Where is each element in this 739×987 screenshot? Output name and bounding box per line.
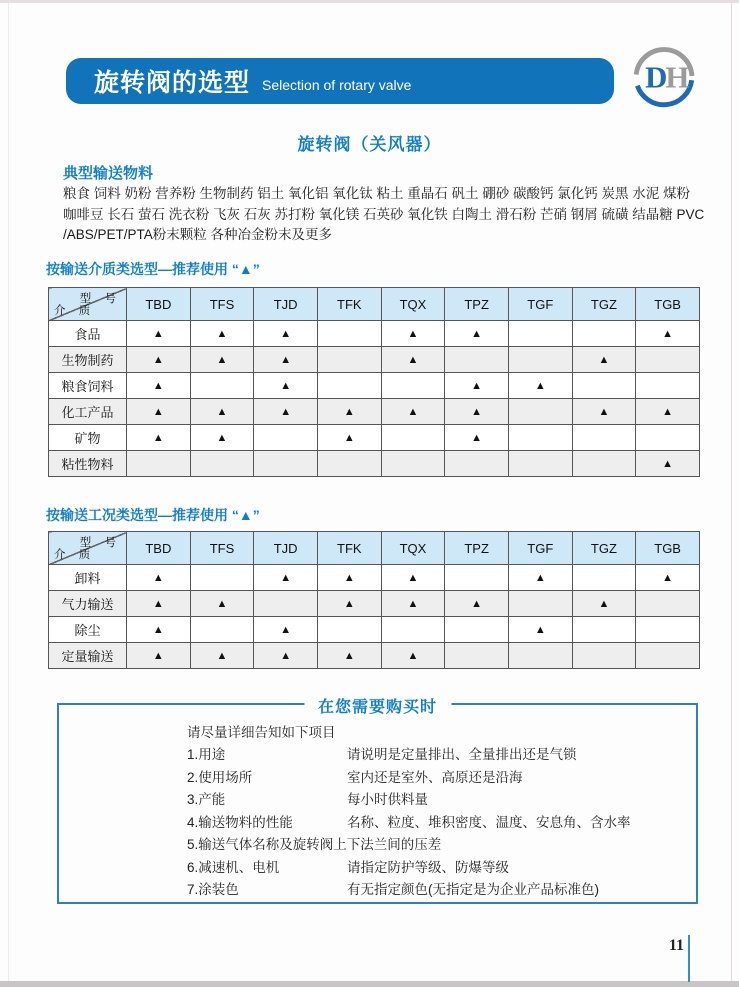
model-column-header: TGZ: [572, 288, 636, 321]
empty-cell: [254, 451, 318, 477]
purchase-item-label: 4.输送物料的性能: [187, 814, 293, 830]
empty-cell: [508, 451, 572, 477]
model-column-header: TBD: [127, 288, 191, 321]
empty-cell: [381, 451, 445, 477]
empty-cell: [572, 321, 636, 347]
model-column-header: TGB: [636, 288, 700, 321]
purchase-item-label: 6.减速机、电机: [187, 859, 280, 875]
medium-row-label: 粘性物料: [49, 451, 127, 477]
empty-cell: [572, 425, 636, 451]
recommended-mark-cell: ▲: [636, 399, 700, 425]
recommended-mark-cell: ▲: [127, 321, 191, 347]
materials-list: 粮食 饲料 奶粉 营养粉 生物制药 铝土 氧化铝 氧化钛 粘土 重晶石 矾土 硼砂 碳酸钙 氯化钙 炭黑 水泥 煤粉 咖啡豆 长石 萤石 洗衣粉 飞灰 石灰 苏打粉 氧化镁 石英砂 氧化铁 白陶土 滑石粉 芒硝 钢屑 硫磺 结晶糖 PVC /ABS/PET/PTA粉末颗粒 各种冶金粉末及更多: [63, 186, 705, 242]
empty-cell: [254, 425, 318, 451]
purchase-item: [187, 767, 686, 790]
model-column-header: TFK: [317, 288, 381, 321]
empty-cell: [508, 425, 572, 451]
purchase-item-desc: 每小时供料量: [347, 792, 428, 807]
corner-label-model: 型 号: [79, 537, 121, 549]
empty-cell: [254, 591, 318, 617]
empty-cell: [636, 643, 700, 669]
recommended-mark-cell: ▲: [508, 373, 572, 399]
recommended-mark-cell: ▲: [254, 565, 318, 591]
recommended-mark-cell: ▲: [572, 347, 636, 373]
model-column-header: TQX: [381, 532, 445, 565]
recommended-mark-cell: ▲: [317, 643, 381, 669]
purchase-item-desc: 名称、粒度、堆积密度、温度、安息角、含水率: [347, 814, 631, 830]
medium-row-label: 粮食饲料: [49, 373, 127, 399]
recommended-mark-cell: ▲: [190, 321, 254, 347]
empty-cell: [445, 347, 509, 373]
page-top-edge: [0, 0, 739, 3]
recommended-mark-cell: ▲: [127, 425, 191, 451]
empty-cell: [190, 373, 254, 399]
empty-cell: [317, 347, 381, 373]
recommended-mark-cell: ▲: [636, 321, 700, 347]
table-row: [49, 451, 700, 477]
purchase-item-desc: 有无指定颜色(无指定是为企业产品标准色): [347, 882, 599, 897]
table-row: [49, 591, 700, 617]
purchase-box-title: 在您需要购买时: [304, 694, 451, 717]
medium-row-label: 定量输送: [49, 643, 127, 669]
table-row: [49, 643, 700, 669]
recommended-mark-cell: ▲: [127, 399, 191, 425]
recommended-mark-cell: ▲: [254, 617, 318, 643]
empty-cell: [317, 321, 381, 347]
purchase-item-desc: 室内还是室外、高原还是沿海: [347, 769, 523, 785]
table-row: [49, 373, 700, 399]
purchase-item-label: 5.输送气体名称及旋转阀上下法兰间的压差: [187, 837, 442, 852]
recommended-mark-cell: ▲: [127, 591, 191, 617]
section-title: 旋转阀（关风器）: [297, 135, 442, 154]
recommended-mark-cell: ▲: [254, 373, 318, 399]
model-column-header: TFK: [317, 532, 381, 565]
table-row: [49, 565, 700, 591]
empty-cell: [190, 451, 254, 477]
logo-letter-d: D: [645, 60, 668, 95]
materials-heading: 典型输送物料: [63, 165, 154, 182]
empty-cell: [572, 565, 636, 591]
recommended-mark-cell: ▲: [508, 617, 572, 643]
empty-cell: [572, 451, 636, 477]
condition-selection-table: [48, 531, 700, 669]
purchase-item: [187, 744, 686, 767]
recommended-mark-cell: ▲: [190, 643, 254, 669]
media-selection-table: [48, 287, 700, 477]
page-number: 11: [668, 937, 684, 954]
empty-cell: [445, 565, 509, 591]
empty-cell: [508, 591, 572, 617]
recommended-mark-cell: ▲: [127, 617, 191, 643]
page-title-en: Selection of rotary valve: [262, 77, 412, 93]
table-header-row: [49, 532, 700, 565]
model-column-header: TFS: [190, 288, 254, 321]
medium-row-label: 除尘: [49, 617, 127, 643]
page-title-zh: 旋转阀的选型: [94, 69, 251, 97]
corner-label-model: 型 号: [79, 293, 121, 305]
empty-cell: [636, 591, 700, 617]
empty-cell: [445, 451, 509, 477]
purchase-item: [187, 789, 686, 812]
table-row: [49, 425, 700, 451]
recommended-mark-cell: ▲: [636, 451, 700, 477]
recommended-mark-cell: ▲: [381, 347, 445, 373]
purchase-item: [187, 812, 686, 835]
purchase-item-desc: 请说明是定量排出、全量排出还是气锁: [347, 747, 577, 762]
logo-letter-h: H: [665, 60, 690, 95]
empty-cell: [572, 617, 636, 643]
purchase-intro: 请尽量详细告知如下项目: [187, 725, 336, 740]
page-number-rule: [688, 935, 690, 982]
recommended-mark-cell: ▲: [190, 425, 254, 451]
empty-cell: [508, 321, 572, 347]
model-column-header: TQX: [381, 288, 445, 321]
recommended-mark-cell: ▲: [445, 425, 509, 451]
empty-cell: [445, 643, 509, 669]
empty-cell: [317, 617, 381, 643]
table-row: [49, 321, 700, 347]
recommended-mark-cell: ▲: [572, 399, 636, 425]
purchase-item-desc: 请指定防护等级、防爆等级: [347, 859, 509, 875]
empty-cell: [636, 617, 700, 643]
recommended-mark-cell: ▲: [381, 565, 445, 591]
recommended-mark-cell: ▲: [127, 643, 191, 669]
recommended-mark-cell: ▲: [254, 321, 318, 347]
recommended-mark-cell: ▲: [445, 591, 509, 617]
corner-label-medium: 介 质: [54, 549, 96, 561]
table-header-row: [49, 288, 700, 321]
model-column-header: TFS: [190, 532, 254, 565]
recommended-mark-cell: ▲: [381, 643, 445, 669]
empty-cell: [508, 399, 572, 425]
empty-cell: [636, 347, 700, 373]
purchase-item: [187, 834, 686, 857]
dh-logo-icon: [629, 44, 699, 110]
recommended-mark-cell: ▲: [445, 321, 509, 347]
recommended-mark-cell: ▲: [190, 347, 254, 373]
table2-heading: 按输送工况类选型—推荐使用 “▲”: [46, 507, 260, 523]
empty-cell: [190, 617, 254, 643]
header-bar: [66, 58, 614, 104]
recommended-mark-cell: ▲: [127, 565, 191, 591]
purchase-item-label: 3.产能: [187, 792, 226, 807]
recommended-mark-cell: ▲: [445, 399, 509, 425]
purchase-item-label: 1.用途: [187, 747, 226, 762]
table1-heading: 按输送介质类选型—推荐使用 “▲”: [46, 261, 260, 277]
model-column-header: TPZ: [445, 288, 509, 321]
empty-cell: [445, 617, 509, 643]
recommended-mark-cell: ▲: [127, 373, 191, 399]
empty-cell: [190, 565, 254, 591]
medium-row-label: 矿物: [49, 425, 127, 451]
recommended-mark-cell: ▲: [572, 591, 636, 617]
recommended-mark-cell: ▲: [190, 399, 254, 425]
empty-cell: [381, 425, 445, 451]
empty-cell: [508, 347, 572, 373]
medium-row-label: 食品: [49, 321, 127, 347]
empty-cell: [317, 373, 381, 399]
purchase-item: [187, 879, 686, 902]
empty-cell: [381, 617, 445, 643]
purchase-box-body: [59, 705, 696, 902]
model-column-header: TGF: [508, 532, 572, 565]
recommended-mark-cell: ▲: [127, 347, 191, 373]
recommended-mark-cell: ▲: [254, 643, 318, 669]
medium-row-label: 生物制药: [49, 347, 127, 373]
recommended-mark-cell: ▲: [317, 565, 381, 591]
medium-row-label: 化工产品: [49, 399, 127, 425]
recommended-mark-cell: ▲: [317, 591, 381, 617]
model-column-header: TGF: [508, 288, 572, 321]
purchase-item-label: 2.使用场所: [187, 769, 253, 785]
recommended-mark-cell: ▲: [381, 399, 445, 425]
recommended-mark-cell: ▲: [445, 373, 509, 399]
model-column-header: TJD: [254, 532, 318, 565]
medium-row-label: 卸料: [49, 565, 127, 591]
empty-cell: [317, 451, 381, 477]
corner-label-medium: 介 质: [54, 305, 96, 317]
table-row: [49, 347, 700, 373]
medium-row-label: 气力输送: [49, 591, 127, 617]
recommended-mark-cell: ▲: [254, 347, 318, 373]
purchase-item-label: 7.涂装色: [187, 882, 239, 897]
table-row: [49, 617, 700, 643]
empty-cell: [381, 373, 445, 399]
empty-cell: [572, 373, 636, 399]
page-bottom-edge: [0, 981, 739, 987]
recommended-mark-cell: ▲: [317, 399, 381, 425]
corner-header-cell: [49, 288, 127, 321]
recommended-mark-cell: ▲: [381, 321, 445, 347]
purchase-info-box: [57, 699, 698, 904]
table-row: [49, 399, 700, 425]
corner-header-cell: [49, 532, 127, 565]
recommended-mark-cell: ▲: [508, 565, 572, 591]
empty-cell: [636, 373, 700, 399]
model-column-header: TBD: [127, 532, 191, 565]
recommended-mark-cell: ▲: [254, 399, 318, 425]
recommended-mark-cell: ▲: [317, 425, 381, 451]
model-column-header: TGB: [636, 532, 700, 565]
empty-cell: [636, 425, 700, 451]
empty-cell: [508, 643, 572, 669]
recommended-mark-cell: ▲: [636, 565, 700, 591]
purchase-item: [187, 857, 686, 880]
empty-cell: [127, 451, 191, 477]
model-column-header: TPZ: [445, 532, 509, 565]
recommended-mark-cell: ▲: [381, 591, 445, 617]
empty-cell: [572, 643, 636, 669]
model-column-header: TGZ: [572, 532, 636, 565]
recommended-mark-cell: ▲: [190, 591, 254, 617]
model-column-header: TJD: [254, 288, 318, 321]
